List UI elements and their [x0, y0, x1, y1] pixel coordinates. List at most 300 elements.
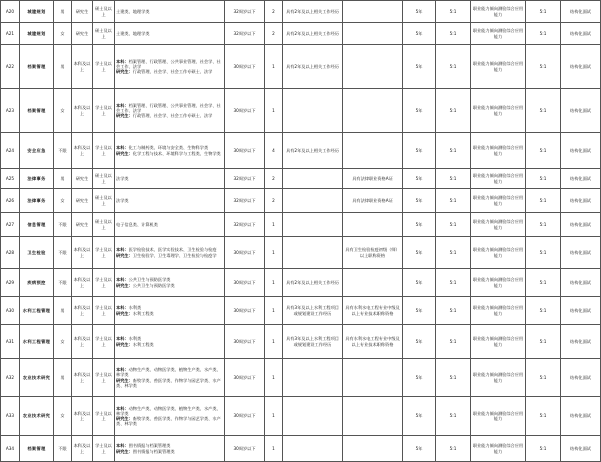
major-line — [116, 113, 223, 118]
table-row — [1, 169, 601, 189]
experience-cell: 具有3年及以上水利工程项目或规划建设工作经历 — [283, 297, 343, 325]
service-years-cell: 5年 — [403, 89, 436, 133]
experience-cell — [283, 189, 343, 213]
table-row — [1, 213, 601, 237]
headcount-cell: 1 — [265, 325, 283, 359]
major-line — [116, 198, 223, 203]
major-cell — [115, 213, 225, 237]
education-cell: 本科及以上 — [72, 269, 93, 297]
requirement-cell: 具有法律职业资格A证 — [343, 169, 403, 189]
interview-ratio-cell: 5:1 — [526, 436, 561, 462]
gender-cell: 不限 — [54, 213, 72, 237]
service-years-cell: 5年 — [403, 436, 436, 462]
post-code-cell: A32 — [1, 359, 20, 397]
interview-ratio-cell: 5:1 — [526, 269, 561, 297]
exam-subject-cell: 职业能力倾向测验综合应用能力 — [471, 297, 526, 325]
interview-form-cell: 结构化面试 — [561, 89, 601, 133]
major-list: 水利类 — [128, 305, 142, 311]
ratio-cell: 5:1 — [436, 23, 471, 45]
post-name-cell: 卫生检验 — [20, 237, 54, 269]
degree-cell: 学士及以上 — [93, 436, 115, 462]
interview-ratio-cell: 5:1 — [526, 325, 561, 359]
post-name-cell: 档案管理 — [20, 45, 54, 89]
headcount-cell: 1 — [265, 89, 283, 133]
interview-ratio-cell: 5:1 — [526, 89, 561, 133]
education-cell: 本科及以上 — [72, 436, 93, 462]
table-row — [1, 189, 601, 213]
education-cell: 本科及以上 — [72, 359, 93, 397]
experience-cell: 具有2年及以上相关工作经历 — [283, 23, 343, 45]
service-years-cell: 5年 — [403, 1, 436, 23]
interview-form-cell: 结构化面试 — [561, 325, 601, 359]
major-level-label: 研究生： — [116, 282, 133, 288]
education-cell: 研究生 — [72, 169, 93, 189]
ratio-cell: 5:1 — [436, 45, 471, 89]
table-row — [1, 397, 601, 436]
post-code-cell: A31 — [1, 325, 20, 359]
post-code-cell: A21 — [1, 23, 20, 45]
major-level-label: 本科： — [116, 102, 129, 108]
gender-cell: 女 — [54, 23, 72, 45]
headcount-cell: 1 — [265, 436, 283, 462]
major-cell — [115, 436, 225, 462]
gender-cell: 女 — [54, 325, 72, 359]
major-list: 法学类 — [116, 175, 129, 181]
service-years-cell: 5年 — [403, 45, 436, 89]
gender-cell: 女 — [54, 89, 72, 133]
age-cell: 30周岁以下 — [225, 397, 265, 436]
major-list: 图书情报与档案管理类 — [132, 448, 175, 454]
major-level-label: 本科： — [116, 58, 129, 64]
ratio-cell: 5:1 — [436, 436, 471, 462]
experience-cell — [283, 359, 343, 397]
major-cell — [115, 1, 225, 23]
experience-cell: 具有3年及以上水利工程项目或规划建设工作经历 — [283, 325, 343, 359]
interview-form-cell: 结构化面试 — [561, 23, 601, 45]
requirement-cell: 具有水利水电工程专业中级及以上专业技术职称资格 — [343, 297, 403, 325]
major-line — [116, 253, 223, 258]
requirement-cell — [343, 359, 403, 397]
ratio-cell: 5:1 — [436, 297, 471, 325]
major-level-label: 本科： — [116, 145, 129, 151]
post-name-cell: 城建规划 — [20, 1, 54, 23]
exam-subject-cell: 职业能力倾向测验综合应用能力 — [471, 325, 526, 359]
major-level-label: 研究生： — [116, 69, 133, 75]
ratio-cell: 5:1 — [436, 169, 471, 189]
exam-subject-cell: 职业能力倾向测验综合应用能力 — [471, 133, 526, 169]
interview-ratio-cell: 5:1 — [526, 237, 561, 269]
service-years-cell: 5年 — [403, 237, 436, 269]
service-years-cell: 5年 — [403, 23, 436, 45]
gender-cell: 男 — [54, 45, 72, 89]
service-years-cell: 5年 — [403, 213, 436, 237]
age-cell: 30周岁以下 — [225, 269, 265, 297]
requirement-cell: 具有卫生检验检疫初级（师）以上职称资格 — [343, 237, 403, 269]
post-name-cell: 档案管理 — [20, 89, 54, 133]
major-cell — [115, 269, 225, 297]
gender-cell: 不限 — [54, 237, 72, 269]
gender-cell: 不限 — [54, 269, 72, 297]
exam-subject-cell: 职业能力倾向测验综合应用能力 — [471, 269, 526, 297]
post-name-cell: 水利工程管理 — [20, 297, 54, 325]
major-level-label: 本科： — [116, 277, 129, 283]
major-cell — [115, 169, 225, 189]
major-list: 医学检验技术、医学实验技术、卫生检验与检疫 — [128, 247, 217, 253]
major-list: 水利工程类 — [132, 341, 154, 347]
interview-form-cell: 结构化面试 — [561, 213, 601, 237]
major-level-label: 研究生： — [116, 448, 133, 454]
table-row — [1, 436, 601, 462]
experience-cell — [283, 213, 343, 237]
service-years-cell: 5年 — [403, 169, 436, 189]
major-line — [116, 406, 223, 416]
major-list: 土建类、地理学类 — [116, 30, 150, 36]
interview-ratio-cell: 5:1 — [526, 133, 561, 169]
age-cell: 32周岁以下 — [225, 23, 265, 45]
service-years-cell: 5年 — [403, 297, 436, 325]
table-row — [1, 269, 601, 297]
requirement-cell: 具有水利水电工程专业中级及以上专业技术职称资格 — [343, 325, 403, 359]
major-cell — [115, 297, 225, 325]
major-list: 水利类 — [128, 336, 142, 342]
service-years-cell: 5年 — [403, 189, 436, 213]
table-row — [1, 297, 601, 325]
experience-cell — [283, 397, 343, 436]
major-level-label: 本科： — [116, 443, 129, 449]
degree-cell: 硕士及以上 — [93, 1, 115, 23]
major-line — [116, 449, 223, 454]
gender-cell: 男 — [54, 169, 72, 189]
experience-cell: 具有2年及以上相关工作经历 — [283, 1, 343, 23]
major-level-label: 本科： — [116, 247, 129, 253]
table-row — [1, 23, 601, 45]
ratio-cell: 5:1 — [436, 1, 471, 23]
experience-cell: 具有2年及以上相关工作经历 — [283, 45, 343, 89]
education-cell: 本科及以上 — [72, 45, 93, 89]
exam-subject-cell: 职业能力倾向测验综合应用能力 — [471, 189, 526, 213]
post-code-cell: A29 — [1, 269, 20, 297]
requirement-cell — [343, 213, 403, 237]
headcount-cell: 1 — [265, 297, 283, 325]
major-level-label: 研究生： — [116, 341, 133, 347]
experience-cell — [283, 89, 343, 133]
exam-subject-cell: 职业能力倾向测验综合应用能力 — [471, 397, 526, 436]
major-level-label: 本科： — [116, 336, 129, 342]
interview-form-cell: 结构化面试 — [561, 45, 601, 89]
major-cell — [115, 133, 225, 169]
experience-cell: 具有2年及以上相关工作经历 — [283, 133, 343, 169]
major-list: 畜牧学类、兽医学类、作物学与园艺学类、水产类、林学类 — [116, 416, 221, 427]
age-cell: 32周岁以下 — [225, 213, 265, 237]
exam-subject-cell: 职业能力倾向测验综合应用能力 — [471, 359, 526, 397]
post-code-cell: A28 — [1, 237, 20, 269]
interview-ratio-cell: 5:1 — [526, 169, 561, 189]
major-list: 动物生产类、动物医学类、植物生产类、水产类、林学类 — [116, 367, 221, 378]
education-cell: 本科及以上 — [72, 133, 93, 169]
degree-cell: 学士及以上 — [93, 45, 115, 89]
requirement-cell — [343, 133, 403, 169]
major-list: 法学类 — [116, 197, 129, 203]
degree-cell: 学士及以上 — [93, 237, 115, 269]
requirement-cell: 具有法律职业资格A证 — [343, 189, 403, 213]
age-cell: 30周岁以下 — [225, 45, 265, 89]
post-name-cell: 信息管理 — [20, 213, 54, 237]
age-cell: 30周岁以下 — [225, 436, 265, 462]
requirement-cell — [343, 45, 403, 89]
major-list: 图书情报与档案管理类 — [128, 443, 171, 449]
headcount-cell: 2 — [265, 1, 283, 23]
degree-cell: 硕士及以上 — [93, 23, 115, 45]
major-line — [116, 283, 223, 288]
post-code-cell: A22 — [1, 45, 20, 89]
degree-cell: 硕士及以上 — [93, 213, 115, 237]
education-cell: 本科及以上 — [72, 297, 93, 325]
major-level-label: 本科： — [116, 367, 129, 373]
major-list: 水利工程类 — [132, 310, 154, 316]
age-cell: 30周岁以下 — [225, 89, 265, 133]
major-list: 化学工程与技术、环境科学与工程类、生物学类 — [132, 150, 221, 156]
table-body — [1, 1, 601, 462]
ratio-cell: 5:1 — [436, 359, 471, 397]
major-line — [116, 103, 223, 113]
gender-cell: 不限 — [54, 133, 72, 169]
interview-ratio-cell: 5:1 — [526, 397, 561, 436]
headcount-cell: 1 — [265, 269, 283, 297]
interview-form-cell: 结构化面试 — [561, 169, 601, 189]
ratio-cell: 5:1 — [436, 237, 471, 269]
headcount-cell: 2 — [265, 23, 283, 45]
major-line — [116, 151, 223, 156]
post-name-cell: 城建规划 — [20, 23, 54, 45]
table-row — [1, 1, 601, 23]
headcount-cell: 2 — [265, 169, 283, 189]
major-list: 卫生检验学、卫生毒理学、卫生检验与检疫学 — [132, 252, 217, 258]
degree-cell: 学士及以上 — [93, 359, 115, 397]
degree-cell: 学士及以上 — [93, 397, 115, 436]
major-line — [116, 9, 223, 14]
major-level-label: 本科： — [116, 305, 129, 311]
major-line — [116, 311, 223, 316]
interview-form-cell: 结构化面试 — [561, 297, 601, 325]
headcount-cell: 4 — [265, 133, 283, 169]
major-level-label: 研究生： — [116, 150, 133, 156]
headcount-cell: 1 — [265, 45, 283, 89]
major-cell — [115, 189, 225, 213]
major-list: 行政管理、社会学、社会工作专硕士、法学 — [132, 69, 213, 75]
major-line — [116, 31, 223, 36]
experience-cell — [283, 169, 343, 189]
post-code-cell: A24 — [1, 133, 20, 169]
table-row — [1, 45, 601, 89]
service-years-cell: 5年 — [403, 133, 436, 169]
major-list: 畜牧学类、兽医学类、作物学与园艺学类、水产类、林学类 — [116, 377, 221, 388]
major-list: 公共卫生与预防医学类 — [132, 282, 175, 288]
major-line — [116, 378, 223, 388]
major-level-label: 研究生： — [116, 113, 133, 119]
post-code-cell: A30 — [1, 297, 20, 325]
post-code-cell: A27 — [1, 213, 20, 237]
requirement-cell — [343, 23, 403, 45]
age-cell: 32周岁以下 — [225, 169, 265, 189]
exam-subject-cell: 职业能力倾向测验综合应用能力 — [471, 1, 526, 23]
post-name-cell: 法律事务 — [20, 189, 54, 213]
major-line — [116, 416, 223, 426]
interview-form-cell: 结构化面试 — [561, 359, 601, 397]
headcount-cell: 1 — [265, 213, 283, 237]
service-years-cell: 5年 — [403, 397, 436, 436]
major-line — [116, 59, 223, 69]
major-level-label: 本科： — [116, 405, 129, 411]
interview-ratio-cell: 5:1 — [526, 1, 561, 23]
major-list: 动物生产类、动物医学类、植物生产类、水产类、林学类 — [116, 405, 221, 416]
experience-cell — [283, 237, 343, 269]
ratio-cell: 5:1 — [436, 269, 471, 297]
education-cell: 本科及以上 — [72, 89, 93, 133]
major-cell — [115, 45, 225, 89]
post-name-cell: 农业技术研究 — [20, 397, 54, 436]
headcount-cell: 2 — [265, 189, 283, 213]
post-name-cell: 农业技术研究 — [20, 359, 54, 397]
major-level-label: 研究生： — [116, 252, 133, 258]
interview-form-cell: 结构化面试 — [561, 397, 601, 436]
post-code-cell: A33 — [1, 397, 20, 436]
post-code-cell: A34 — [1, 436, 20, 462]
major-cell — [115, 397, 225, 436]
education-cell: 研究生 — [72, 1, 93, 23]
requirement-cell — [343, 269, 403, 297]
exam-subject-cell: 职业能力倾向测验综合应用能力 — [471, 436, 526, 462]
major-list: 电子信息类、计算机类 — [116, 221, 158, 227]
degree-cell: 硕士及以上 — [93, 189, 115, 213]
major-line — [116, 176, 223, 181]
interview-ratio-cell: 5:1 — [526, 297, 561, 325]
degree-cell: 学士及以上 — [93, 297, 115, 325]
education-cell: 本科及以上 — [72, 237, 93, 269]
education-cell: 研究生 — [72, 213, 93, 237]
major-list: 档案管理、行政管理、公共事业管理、社会学、社会工作、法学 — [116, 102, 221, 113]
ratio-cell: 5:1 — [436, 189, 471, 213]
age-cell: 30周岁以下 — [225, 133, 265, 169]
exam-subject-cell: 职业能力倾向测验综合应用能力 — [471, 237, 526, 269]
ratio-cell: 5:1 — [436, 89, 471, 133]
major-list: 土建类、地理学类 — [116, 8, 150, 14]
major-level-label: 研究生： — [116, 310, 133, 316]
gender-cell: 女 — [54, 189, 72, 213]
post-name-cell: 安全应急 — [20, 133, 54, 169]
interview-form-cell: 结构化面试 — [561, 189, 601, 213]
age-cell: 32周岁以下 — [225, 189, 265, 213]
degree-cell: 学士及以上 — [93, 269, 115, 297]
age-cell: 30周岁以下 — [225, 325, 265, 359]
headcount-cell: 1 — [265, 359, 283, 397]
education-cell: 本科及以上 — [72, 325, 93, 359]
major-cell — [115, 325, 225, 359]
post-name-cell: 水利工程管理 — [20, 325, 54, 359]
service-years-cell: 5年 — [403, 359, 436, 397]
post-code-cell: A20 — [1, 1, 20, 23]
ratio-cell: 5:1 — [436, 213, 471, 237]
requirement-cell — [343, 89, 403, 133]
ratio-cell: 5:1 — [436, 325, 471, 359]
major-line — [116, 367, 223, 377]
service-years-cell: 5年 — [403, 269, 436, 297]
major-level-label: 研究生： — [116, 416, 133, 421]
major-list: 化工与制药类、环境与安全类、生物科学类 — [128, 145, 209, 151]
major-line — [116, 222, 223, 227]
ratio-cell: 5:1 — [436, 133, 471, 169]
interview-form-cell: 结构化面试 — [561, 1, 601, 23]
post-name-cell: 法律事务 — [20, 169, 54, 189]
interview-ratio-cell: 5:1 — [526, 45, 561, 89]
exam-subject-cell: 职业能力倾向测验综合应用能力 — [471, 45, 526, 89]
education-cell: 本科及以上 — [72, 397, 93, 436]
table-row — [1, 133, 601, 169]
table-row — [1, 325, 601, 359]
exam-subject-cell: 职业能力倾向测验综合应用能力 — [471, 213, 526, 237]
table-row — [1, 89, 601, 133]
interview-form-cell: 结构化面试 — [561, 436, 601, 462]
post-name-cell: 疾病预控 — [20, 269, 54, 297]
post-code-cell: A26 — [1, 189, 20, 213]
headcount-cell: 1 — [265, 397, 283, 436]
experience-cell: 具有2年及以上相关工作经历 — [283, 269, 343, 297]
age-cell: 30周岁以下 — [225, 297, 265, 325]
degree-cell: 硕士及以上 — [93, 169, 115, 189]
interview-form-cell: 结构化面试 — [561, 269, 601, 297]
interview-ratio-cell: 5:1 — [526, 23, 561, 45]
age-cell: 30周岁以下 — [225, 359, 265, 397]
post-name-cell: 档案管理 — [20, 436, 54, 462]
requirement-cell — [343, 1, 403, 23]
gender-cell: 男 — [54, 297, 72, 325]
education-cell: 研究生 — [72, 189, 93, 213]
major-cell — [115, 89, 225, 133]
exam-subject-cell: 职业能力倾向测验综合应用能力 — [471, 169, 526, 189]
major-list: 公共卫生与预防医学类 — [128, 277, 171, 283]
service-years-cell: 5年 — [403, 325, 436, 359]
table-row — [1, 237, 601, 269]
major-cell — [115, 359, 225, 397]
major-cell — [115, 23, 225, 45]
interview-form-cell: 结构化面试 — [561, 133, 601, 169]
requirement-cell — [343, 397, 403, 436]
major-list: 档案管理、行政管理、公共事业管理、社会学、社会工作、法学 — [116, 58, 221, 69]
exam-subject-cell: 职业能力倾向测验综合应用能力 — [471, 89, 526, 133]
major-list: 行政管理、社会学、社会工作专硕士、法学 — [132, 113, 213, 119]
degree-cell: 学士及以上 — [93, 89, 115, 133]
interview-ratio-cell: 5:1 — [526, 189, 561, 213]
gender-cell: 不限 — [54, 436, 72, 462]
post-code-cell: A25 — [1, 169, 20, 189]
gender-cell: 男 — [54, 1, 72, 23]
requirement-cell — [343, 436, 403, 462]
degree-cell: 学士及以上 — [93, 133, 115, 169]
interview-form-cell: 结构化面试 — [561, 237, 601, 269]
headcount-cell: 1 — [265, 237, 283, 269]
post-code-cell: A23 — [1, 89, 20, 133]
experience-cell — [283, 436, 343, 462]
degree-cell: 学士及以上 — [93, 325, 115, 359]
education-cell: 研究生 — [72, 23, 93, 45]
major-line — [116, 69, 223, 74]
age-cell: 32周岁以下 — [225, 1, 265, 23]
interview-ratio-cell: 5:1 — [526, 213, 561, 237]
major-level-label: 研究生： — [116, 377, 133, 383]
major-line — [116, 342, 223, 347]
ratio-cell: 5:1 — [436, 397, 471, 436]
exam-subject-cell: 职业能力倾向测验综合应用能力 — [471, 23, 526, 45]
gender-cell: 男 — [54, 359, 72, 397]
